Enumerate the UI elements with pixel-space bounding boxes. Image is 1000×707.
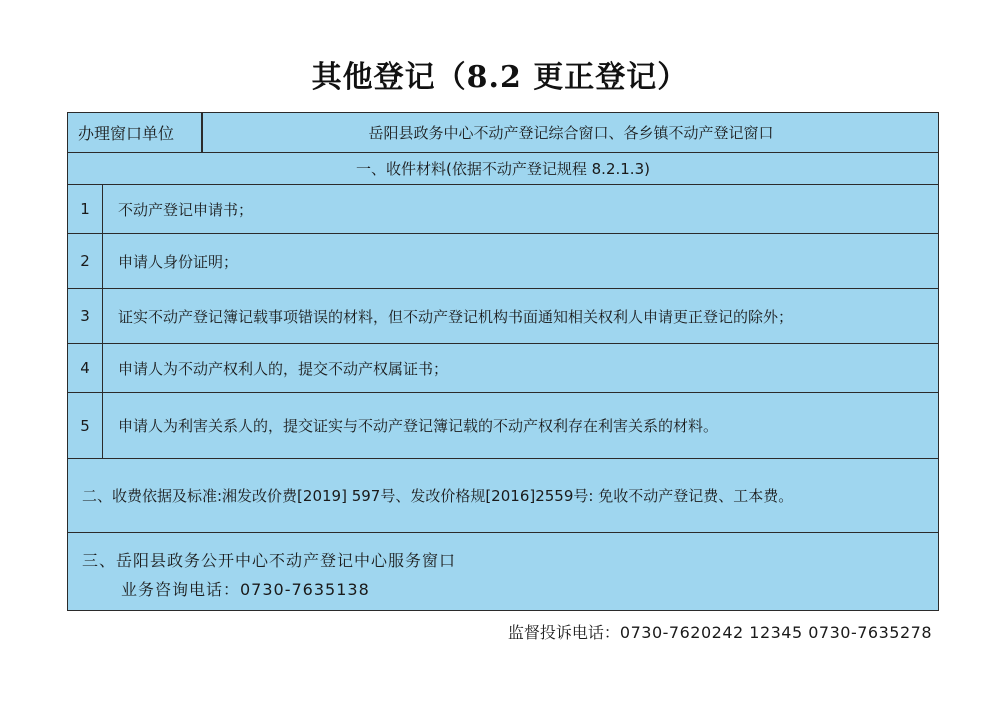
material-item-5	[68, 393, 938, 459]
office-value: 岳阳县政务中心不动产登记综合窗口、各乡镇不动产登记窗口	[368, 124, 774, 142]
item-text: 申请人身份证明；	[118, 252, 239, 271]
fee-section-row	[68, 459, 938, 533]
material-item-2	[68, 234, 938, 289]
service-window-row	[68, 533, 938, 610]
fee-basis-text: 二、收费依据及标准:湘发改价费[2019] 597号、发改价格规[2016]2559号: 免收不动产登记费、工本费。	[82, 487, 794, 505]
office-label: 办理窗口单位	[68, 113, 202, 152]
number-divider	[102, 289, 103, 343]
material-item-4	[68, 344, 938, 393]
registration-form-table	[67, 112, 939, 611]
item-number: 2	[80, 252, 90, 270]
number-divider	[102, 393, 103, 458]
material-item-1	[68, 185, 938, 234]
section1-heading-row	[68, 153, 938, 185]
office-row	[68, 113, 938, 153]
item-text: 不动产登记申请书；	[118, 200, 254, 219]
item-text: 证实不动产登记簿记载事项错误的材料，但不动产登记机构书面通知相关权利人申请更正登记的除外；	[118, 307, 794, 326]
supervision-hotline	[508, 620, 932, 643]
item-text: 申请人为不动产权利人的，提交不动产权属证书；	[118, 359, 449, 378]
page-title: 其他登记（8.2 更正登记）	[311, 60, 689, 95]
item-number: 1	[80, 200, 90, 218]
item-number: 5	[80, 416, 90, 435]
section1-heading: 一、收件材料(依据不动产登记规程 8.2.1.3)	[356, 160, 650, 178]
item-text: 申请人为利害关系人的，提交证实与不动产登记簿记载的不动产权利存在利害关系的材料。	[118, 417, 719, 435]
hotline-numbers: 0730-7620242 12345 0730-7635278	[619, 623, 932, 642]
material-item-3	[68, 289, 938, 344]
service-window-title: 三、岳阳县政务公开中心不动产登记中心服务窗口	[82, 551, 457, 570]
number-divider	[102, 344, 103, 392]
number-divider	[102, 234, 103, 288]
item-number: 4	[80, 359, 90, 377]
hotline-label: 监督投诉电话：	[507, 623, 620, 642]
office-label-inner-divider	[202, 113, 203, 152]
item-number: 3	[80, 307, 90, 325]
consultation-phone: 业务咨询电话：0730-7635138	[121, 580, 370, 599]
number-divider	[102, 185, 103, 233]
